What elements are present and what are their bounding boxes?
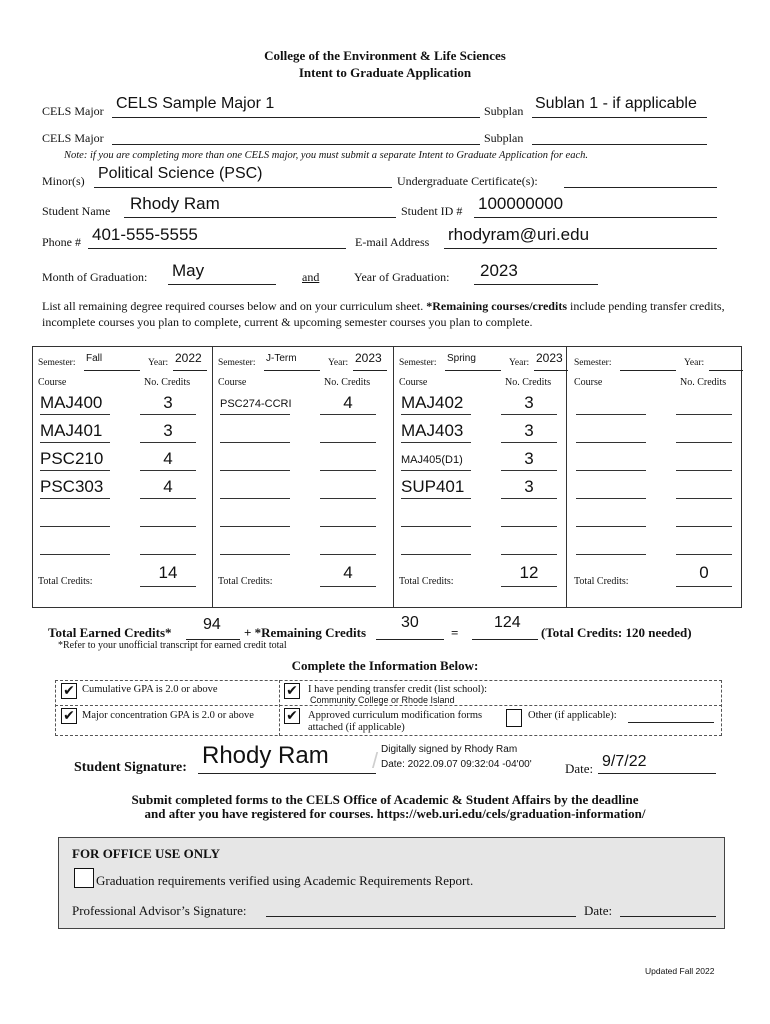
cels-major-field[interactable]: CELS Sample Major 1 xyxy=(116,95,275,112)
credit-field[interactable]: 3 xyxy=(163,421,173,440)
cels-major-2-label: CELS Major xyxy=(42,131,104,145)
year-field[interactable]: 2022 xyxy=(175,351,202,365)
credit-field[interactable]: 3 xyxy=(524,449,534,468)
advisor-date-label: Date: xyxy=(584,903,613,918)
subplan-field[interactable]: Sublan 1 - if applicable xyxy=(535,95,697,112)
course-field[interactable]: MAJ403 xyxy=(401,421,464,440)
credit-field[interactable]: 4 xyxy=(163,449,173,468)
form-subtitle: Intent to Graduate Application xyxy=(298,65,472,80)
year-field[interactable]: 2023 xyxy=(355,351,382,365)
student-id-label: Student ID # xyxy=(401,204,463,218)
course-header: Course xyxy=(574,377,603,388)
verify-checkbox[interactable] xyxy=(74,868,94,888)
credits-header: No. Credits xyxy=(144,377,191,388)
equals-sign: = xyxy=(451,625,459,640)
cels-major-label: CELS Major xyxy=(42,104,104,118)
other-label: Other (if applicable): xyxy=(528,710,617,721)
transcript-footnote: *Refer to your unofficial transcript for earned credit total xyxy=(58,640,287,651)
email-label: E-mail Address xyxy=(355,235,430,249)
course-field[interactable]: MAJ405(D1) xyxy=(401,454,463,466)
updated-note: Updated Fall 2022 xyxy=(645,966,715,976)
course-field[interactable]: MAJ400 xyxy=(40,393,103,412)
year-label: Year: xyxy=(684,358,705,368)
credit-field[interactable]: 3 xyxy=(524,421,534,440)
signature-field[interactable]: Rhody Ram xyxy=(202,742,329,769)
semester-label: Semester: xyxy=(218,358,256,368)
year-field[interactable]: 2023 xyxy=(536,351,563,365)
subplan-2-field[interactable] xyxy=(532,144,707,145)
total-credits-field[interactable]: 124 xyxy=(494,614,521,631)
total-credits-field[interactable]: 4 xyxy=(343,563,353,582)
digital-signature-line1: Digitally signed by Rhody Ram xyxy=(381,744,518,755)
course-field[interactable]: SUP401 xyxy=(401,477,465,496)
ug-certificate-field[interactable] xyxy=(564,187,717,188)
transfer-checkbox[interactable]: ✔ xyxy=(284,683,300,699)
total-credits-label: Total Credits: xyxy=(574,576,629,587)
course-header: Course xyxy=(38,377,67,388)
semester-field[interactable]: J-Term xyxy=(266,353,297,364)
submit-instructions-2: and after you have registered for courses. https://web.uri.edu/cels/graduation-information/ xyxy=(144,806,646,821)
remaining-credits-field[interactable]: 30 xyxy=(401,614,419,631)
student-name-label: Student Name xyxy=(42,204,111,218)
other-checkbox[interactable] xyxy=(506,709,522,727)
gpa-checkbox[interactable]: ✔ xyxy=(61,683,77,699)
curriculum-checkbox[interactable]: ✔ xyxy=(284,708,300,724)
month-field[interactable]: May xyxy=(172,261,205,280)
minors-label: Minor(s) xyxy=(42,174,85,188)
month-label: Month of Graduation: xyxy=(42,270,148,284)
credits-header: No. Credits xyxy=(680,377,727,388)
other-field[interactable] xyxy=(628,722,714,723)
semester-label: Semester: xyxy=(399,358,437,368)
total-needed-label: (Total Credits: 120 needed) xyxy=(541,625,692,640)
total-credits-label: Total Credits: xyxy=(399,576,454,587)
advisor-signature-label: Professional Advisor’s Signature: xyxy=(72,903,247,918)
minors-field[interactable]: Political Science (PSC) xyxy=(98,165,263,182)
signature-date-field[interactable]: 9/7/22 xyxy=(602,753,647,770)
transfer-label: I have pending transfer credit (list school): xyxy=(308,684,488,695)
advisor-date-field[interactable] xyxy=(620,916,716,917)
year-label: Year: xyxy=(148,358,169,368)
course-field[interactable]: PSC210 xyxy=(40,449,104,468)
verify-label: Graduation requirements verified using Academic Requirements Report. xyxy=(96,873,474,888)
course-field[interactable]: MAJ401 xyxy=(40,421,103,440)
signature-date-label: Date: xyxy=(565,761,594,776)
remaining-credits-label: + *Remaining Credits xyxy=(244,625,367,640)
course-header: Course xyxy=(399,377,428,388)
digital-signature-mark: / xyxy=(372,748,379,773)
digital-signature-line2: Date: 2022.09.07 09:32:04 -04'00' xyxy=(381,759,532,770)
student-id-field[interactable]: 100000000 xyxy=(478,194,564,213)
major-gpa-label: Major concentration GPA is 2.0 or above xyxy=(82,710,254,721)
semester-label: Semester: xyxy=(574,358,612,368)
year-label: Year: xyxy=(328,358,349,368)
phone-field[interactable]: 401-555-5555 xyxy=(92,225,198,244)
total-credits-label: Total Credits: xyxy=(218,576,273,587)
semester-label: Semester: xyxy=(38,358,76,368)
signature-label: Student Signature: xyxy=(74,760,187,775)
credit-field[interactable]: 4 xyxy=(163,477,173,496)
subplan-label: Subplan xyxy=(484,104,524,118)
transfer-school-field[interactable]: Community College or Rhode Island xyxy=(310,695,455,705)
credit-field[interactable]: 3 xyxy=(524,477,534,496)
credit-field[interactable]: 3 xyxy=(524,393,534,412)
office-use-title: FOR OFFICE USE ONLY xyxy=(72,846,220,861)
total-credits-field[interactable]: 12 xyxy=(519,563,539,582)
submit-instructions-1: Submit completed forms to the CELS Office of Academic & Student Affairs by the deadline xyxy=(131,792,639,807)
semester-field[interactable]: Fall xyxy=(86,353,103,364)
cels-major-2-field[interactable] xyxy=(112,144,480,145)
credit-field[interactable]: 3 xyxy=(163,393,173,412)
student-name-field[interactable]: Rhody Ram xyxy=(130,194,220,213)
total-credits-field[interactable]: 0 xyxy=(699,563,709,582)
curriculum-label: Approved curriculum modification forms attached (if applicable) xyxy=(308,710,483,733)
subplan-2-label: Subplan xyxy=(484,131,524,145)
total-credits-field[interactable]: 14 xyxy=(158,563,178,582)
course-field[interactable]: PSC274-CCRI xyxy=(220,398,292,410)
credits-header: No. Credits xyxy=(505,377,552,388)
phone-label: Phone # xyxy=(42,235,81,249)
total-earned-field[interactable]: 94 xyxy=(203,616,221,633)
advisor-signature-field[interactable] xyxy=(266,916,576,917)
gpa-label: Cumulative GPA is 2.0 or above xyxy=(82,684,218,695)
checklist-title: Complete the Information Below: xyxy=(291,658,479,673)
course-field[interactable]: MAJ402 xyxy=(401,393,464,412)
credits-header: No. Credits xyxy=(324,377,371,388)
email-field[interactable]: rhodyram@uri.edu xyxy=(448,225,590,244)
and-label: and xyxy=(302,270,320,284)
ug-certificate-label: Undergraduate Certificate(s): xyxy=(397,174,538,188)
total-earned-label: Total Earned Credits* xyxy=(48,625,172,640)
instructions: List all remaining degree required courses below and on your curriculum sheet. *Remaining courses/credits include pending transfer credits, incomplete courses you plan to complete, current & upcoming semester courses you plan to complete. xyxy=(42,299,725,329)
major-gpa-checkbox[interactable]: ✔ xyxy=(61,708,77,724)
semester-field[interactable]: Spring xyxy=(447,353,476,364)
form-title: College of the Environment & Life Sciences xyxy=(264,48,506,63)
total-credits-label: Total Credits: xyxy=(38,576,93,587)
year-field[interactable]: 2023 xyxy=(480,261,518,280)
multi-major-note: Note: if you are completing more than one CELS major, you must submit a separate Intent to Graduate Application for each. xyxy=(64,150,588,161)
year-label: Year: xyxy=(509,358,530,368)
course-header: Course xyxy=(218,377,247,388)
course-field[interactable]: PSC303 xyxy=(40,477,104,496)
year-label: Year of Graduation: xyxy=(354,270,450,284)
credit-field[interactable]: 4 xyxy=(343,393,353,412)
semester-grid xyxy=(32,346,742,608)
